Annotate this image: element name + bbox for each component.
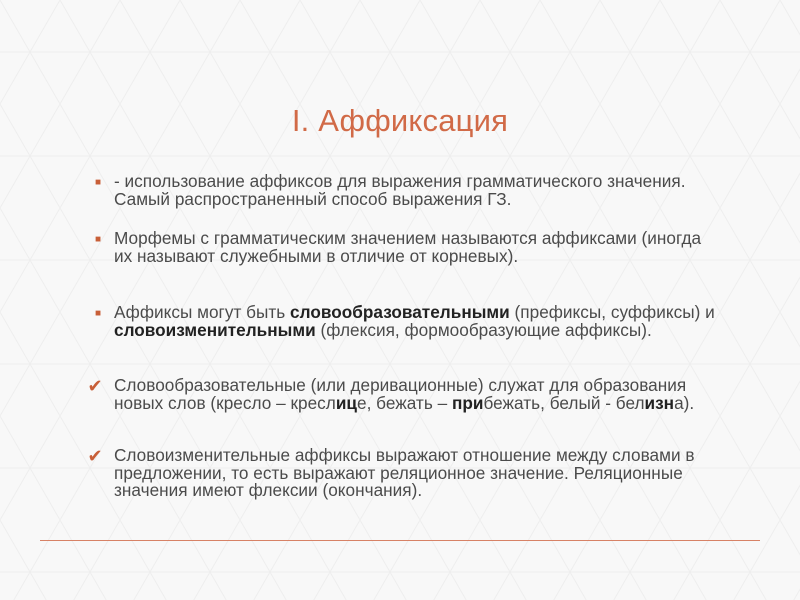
- bullet-text-segment: е, бежать –: [356, 392, 452, 413]
- square-bullet-icon: ■: [94, 234, 102, 245]
- bold-term-word-formation: словообразовательными: [290, 302, 510, 322]
- bullet-text: [114, 447, 724, 500]
- bullet-text-segment: Морфемы с грамматическим значением называются аффиксами (иногда их называют служебными в отличие от корневых).: [114, 228, 702, 266]
- bullet-text-segment: Аффиксы могут быть: [114, 302, 291, 322]
- bullet-text-segment: (префиксы, суффиксы) и: [509, 302, 715, 322]
- bullet-text-segment: Словообразовательные (или деривационные) служат для образования новых слов (кресло – кресл: [114, 375, 687, 413]
- check-mark-icon: ✔: [87, 376, 103, 397]
- bullet-text-segment: (флексия, формообразующие аффиксы).: [315, 319, 652, 340]
- bold-suffix-example: изн: [644, 392, 675, 413]
- bold-term-inflection: словоизменительными: [114, 319, 316, 340]
- square-bullet-icon: ■: [94, 177, 102, 188]
- bullet-text-segment: - использование аффиксов для выражения грамматического значения. Самый распространенный способ выражения ГЗ.: [114, 171, 686, 209]
- bullet-list: [78, 173, 730, 528]
- square-bullet-icon: ■: [94, 308, 102, 319]
- bullet-text: [114, 230, 724, 265]
- check-mark-icon: ✔: [87, 446, 103, 467]
- bold-prefix-example: при: [451, 392, 484, 413]
- bottom-divider: [40, 540, 760, 541]
- bullet-text-segment: Словоизменительные аффиксы выражают отношение между словами в предложении, то есть выражают реляционное значение. Реляционные значения имеют флексии (окончания).: [114, 445, 695, 500]
- bold-suffix-example: иц: [335, 392, 357, 413]
- bullet-text: [114, 304, 724, 339]
- slide-title: I. Аффиксация: [291, 103, 509, 138]
- bullet-text-segment: а).: [674, 392, 695, 413]
- bullet-text-segment: бежать, белый - бел: [483, 392, 645, 413]
- bullet-text: [114, 173, 724, 208]
- bullet-text: [114, 377, 724, 412]
